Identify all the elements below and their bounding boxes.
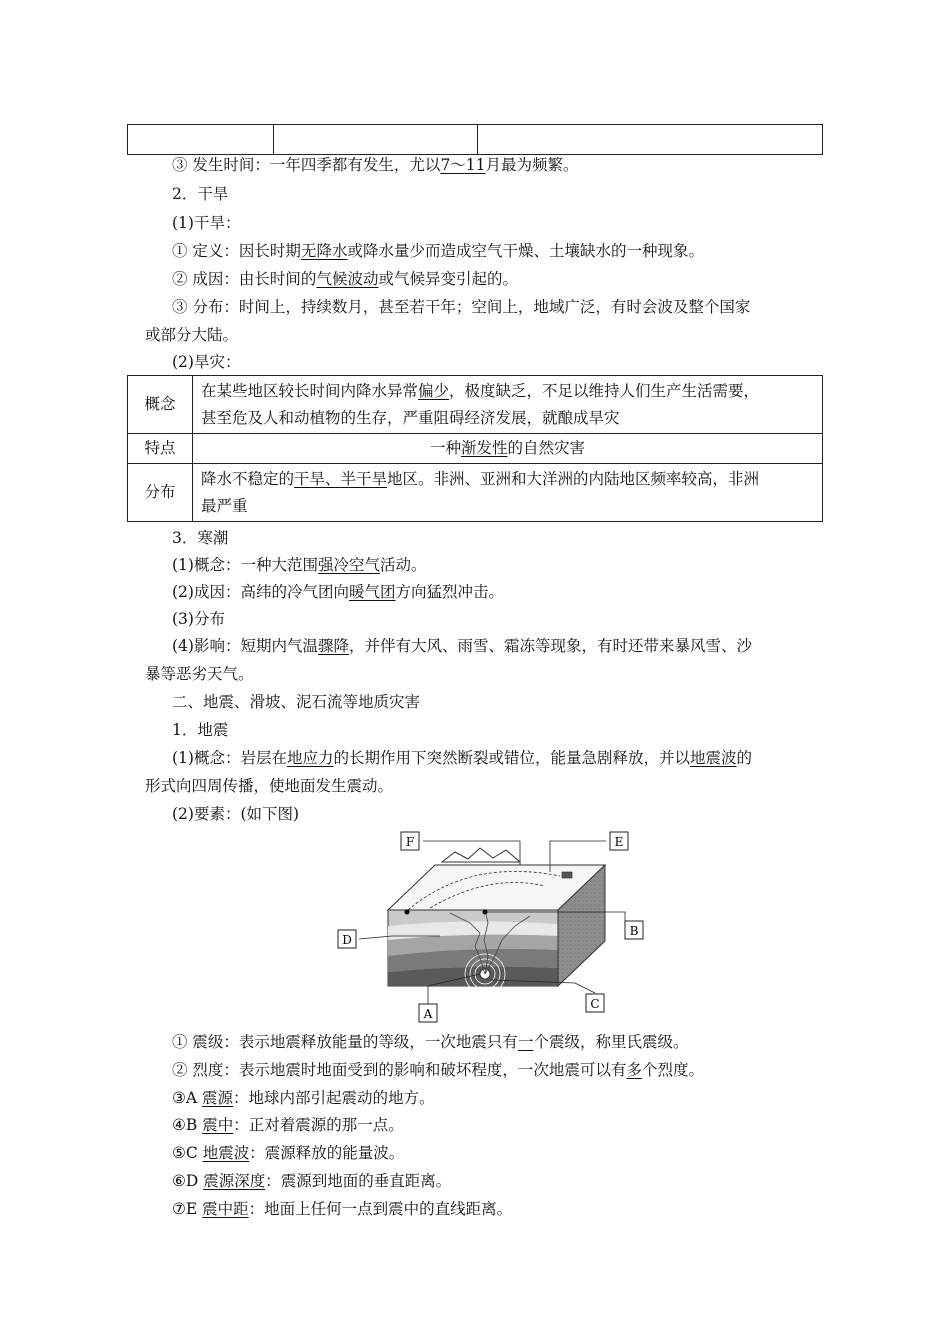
diagram-label-f: F [405, 835, 415, 849]
table-cell-distribution: 降水不稳定的干旱、半干旱地区。非洲、亚洲和大洋洲的内陆地区频率较高，非洲 最严重 [193, 464, 823, 522]
top-table-cell [128, 125, 274, 155]
section-title: 2．干旱 [172, 185, 229, 203]
quake-title: 1．地震 [172, 721, 229, 739]
quake-wave: ⑤C 地震波：震源释放的能量波。 [172, 1144, 405, 1162]
diagram-label-e: E [614, 835, 624, 849]
diagram-label-c: C [590, 997, 600, 1011]
cold-cause: (2)成因：高纬的冷气团向暖气团方向猛烈冲击。 [172, 583, 504, 601]
table-label-feature: 特点 [128, 434, 193, 464]
quake-focus: ③A 震源：地球内部引起震动的地方。 [172, 1089, 435, 1107]
diagram-label-b: B [629, 924, 639, 938]
drought-distribution-cont: 或部分大陆。 [145, 326, 239, 344]
drought-distribution: ③ 分布：时间上，持续数月，甚至若干年；空间上，地域广泛，有时会波及整个国家 [172, 298, 751, 316]
quake-magnitude: ① 震级：表示地震释放能量的等级，一次地震只有一个震级，称里氏震级。 [172, 1033, 689, 1051]
quake-epicenter: ④B 震中：正对着震源的那一点。 [172, 1116, 404, 1134]
quake-distance: ⑦E 震中距：地面上任何一点到震中的直线距离。 [172, 1200, 513, 1218]
cold-distribution: (3)分布 [172, 610, 225, 628]
table-cell-feature: 一种渐发性的自然灾害 [193, 434, 823, 464]
cold-effect-cont: 暴等恶劣天气。 [145, 665, 254, 683]
drought-heading: (1)干旱： [172, 214, 241, 232]
quake-intensity: ② 烈度：表示地震时地面受到的影响和破坏程度，一次地震可以有多个烈度。 [172, 1061, 704, 1079]
drought-definition: ① 定义：因长时期无降水或降水量少而造成空气干燥、土壤缺水的一种现象。 [172, 242, 704, 260]
top-table [127, 124, 823, 155]
quake-concept-cont: 形式向四周传播，使地面发生震动。 [145, 777, 394, 795]
top-table-cell [274, 125, 478, 155]
table-label-distribution: 分布 [128, 464, 193, 522]
table-cell-concept: 在某些地区较长时间内降水异常偏少，极度缺乏，不足以维持人们生产生活需要， 甚至危及人和动植物的生存，严重阻碍经济发展，就酿成旱灾 [193, 376, 823, 434]
diagram-label-a: A [423, 1007, 433, 1021]
item-time: ③ 发生时间：一年四季都有发生，尤以7～11月最为频繁。 [172, 156, 579, 174]
cold-concept: (1)概念：一种大范围强冷空气活动。 [172, 556, 427, 574]
section-title: 3．寒潮 [172, 529, 229, 547]
drought-cause: ② 成因：由长时间的气候波动或气候异变引起的。 [172, 270, 518, 288]
cold-effect: (4)影响：短期内气温骤降，并伴有大风、雨雪、霜冻等现象，有时还带来暴风雪、沙 [172, 637, 752, 655]
quake-depth: ⑥D 震源深度：震源到地面的垂直距离。 [172, 1172, 452, 1190]
earthquake-diagram [330, 828, 650, 1023]
top-table-cell [478, 125, 823, 155]
diagram-label-d: D [342, 933, 352, 947]
part-title: 二、地震、滑坡、泥石流等地质灾害 [172, 693, 421, 711]
table-label-concept: 概念 [128, 376, 193, 434]
drought-table [127, 375, 823, 522]
quake-concept: (1)概念：岩层在地应力的长期作用下突然断裂或错位，能量急剧释放，并以地震波的 [172, 749, 753, 767]
disaster-heading: (2)旱灾： [172, 353, 241, 371]
quake-elements: (2)要素：(如下图) [172, 805, 300, 823]
